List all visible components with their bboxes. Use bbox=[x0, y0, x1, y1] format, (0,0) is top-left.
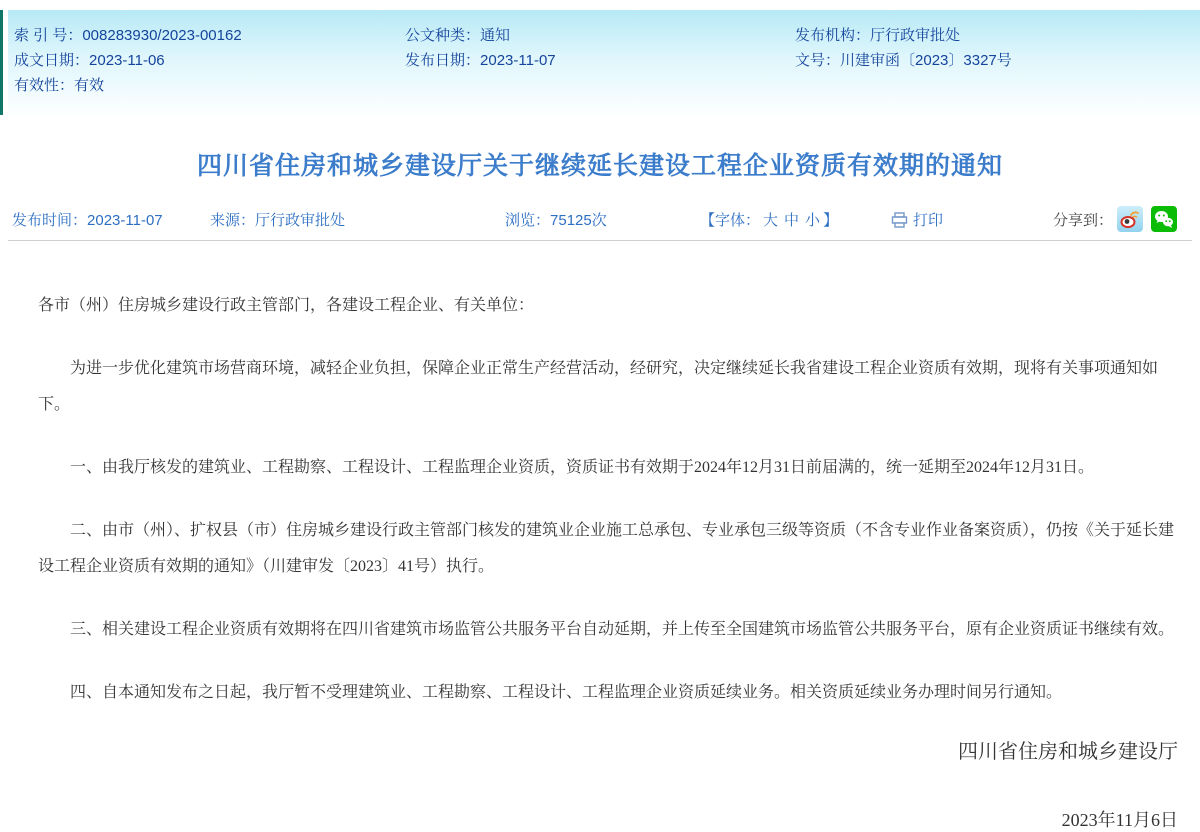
item-2-paragraph: 二、由市（州）、扩权县（市）住房城乡建设行政主管部门核发的建筑业企业施工总承包、专业承包三级等资质（不含专业作业备案资质），仍按《关于延长建设工程企业资质有效期的通知》（川建审发〔2023〕41号）执行。 bbox=[38, 522, 1175, 575]
field-value: 008283930/2023-00162 bbox=[82, 27, 242, 44]
field-label: 文号： bbox=[795, 52, 841, 69]
field-label: 有效性： bbox=[14, 77, 75, 94]
field-written-date bbox=[14, 49, 165, 70]
field-label: 成文日期： bbox=[14, 52, 90, 69]
document-date: 2023年11月6日 bbox=[1061, 810, 1178, 830]
field-label: 索 引 号： bbox=[14, 27, 83, 44]
intro-paragraph: 为进一步优化建筑市场营商环境，减轻企业负担，保障企业正常生产经营活动，经研究，决定继续延长我省建设工程企业资质有效期，现将有关事项通知如下。 bbox=[38, 360, 1159, 413]
article-meta-bar bbox=[0, 205, 1200, 235]
signature: 四川省住房和城乡建设厅 bbox=[958, 741, 1178, 763]
publish-time-label: 发布时间： bbox=[12, 212, 88, 229]
field-publish-date bbox=[405, 49, 556, 70]
salutation-paragraph: 各市（州）住房城乡建设行政主管部门，各建设工程企业、有关单位： bbox=[38, 297, 535, 314]
font-size-prefix: 【字体： bbox=[700, 212, 761, 229]
band-background bbox=[8, 10, 1200, 115]
source bbox=[210, 209, 345, 230]
item-4-paragraph: 四、自本通知发布之日起，我厅暂不受理建筑业、工程勘察、工程设计、工程监理企业资质延续业务。相关资质延续业务办理时间另行通知。 bbox=[70, 684, 1063, 701]
item-1-paragraph: 一、由我厅核发的建筑业、工程勘察、工程设计、工程监理企业资质，资质证书有效期于2024年12月31日前届满的，统一延期至2024年12月31日。 bbox=[70, 459, 1095, 476]
page-title: 四川省住房和城乡建设厅关于继续延长建设工程企业资质有效期的通知 bbox=[196, 152, 1003, 180]
source-label: 来源： bbox=[210, 212, 256, 229]
field-value: 厅行政审批处 bbox=[870, 27, 961, 44]
view-count-label: 浏览： bbox=[505, 212, 551, 229]
field-index-number bbox=[14, 24, 242, 45]
font-size-medium-link[interactable]: 中 bbox=[784, 212, 800, 229]
band-row-1 bbox=[8, 24, 1200, 49]
article-body bbox=[0, 240, 1200, 832]
font-size-suffix: 】 bbox=[823, 212, 839, 229]
field-doc-type bbox=[405, 24, 510, 45]
field-label: 发布机构： bbox=[795, 27, 871, 44]
source-value: 厅行政审批处 bbox=[255, 212, 346, 229]
document-info-band bbox=[0, 10, 1200, 115]
band-row-2 bbox=[8, 49, 1200, 74]
item-3-paragraph: 三、相关建设工程企业资质有效期将在四川省建筑市场监管公共服务平台自动延期，并上传至全国建筑市场监管公共服务平台，原有企业资质证书继续有效。 bbox=[70, 621, 1175, 638]
wechat-icon[interactable] bbox=[1151, 206, 1177, 232]
view-count-value: 75125次 bbox=[550, 212, 607, 229]
field-issuing-agency bbox=[795, 24, 960, 45]
field-label: 发布日期： bbox=[405, 52, 481, 69]
field-doc-number bbox=[795, 49, 1012, 70]
share-label: 分享到： bbox=[1053, 212, 1114, 229]
field-value: 2023-11-06 bbox=[89, 52, 165, 69]
band-row-3 bbox=[8, 74, 1200, 99]
view-count bbox=[505, 209, 607, 230]
field-validity bbox=[14, 74, 104, 95]
band-accent-strip bbox=[0, 10, 3, 115]
printer-icon bbox=[891, 212, 908, 228]
font-size-small-link[interactable]: 小 bbox=[805, 212, 821, 229]
publish-time-value: 2023-11-07 bbox=[87, 212, 163, 229]
field-value: 川建审函〔2023〕3327号 bbox=[840, 52, 1012, 69]
font-size-control bbox=[700, 209, 838, 230]
font-size-large-link[interactable]: 大 bbox=[763, 212, 779, 229]
weibo-icon[interactable] bbox=[1117, 206, 1143, 232]
field-label: 公文种类： bbox=[405, 27, 481, 44]
field-value: 2023-11-07 bbox=[480, 52, 556, 69]
print-label: 打印 bbox=[913, 212, 944, 229]
publish-time bbox=[12, 209, 163, 230]
field-value: 通知 bbox=[480, 27, 511, 44]
print-button[interactable] bbox=[891, 209, 943, 230]
field-value: 有效 bbox=[74, 77, 105, 94]
